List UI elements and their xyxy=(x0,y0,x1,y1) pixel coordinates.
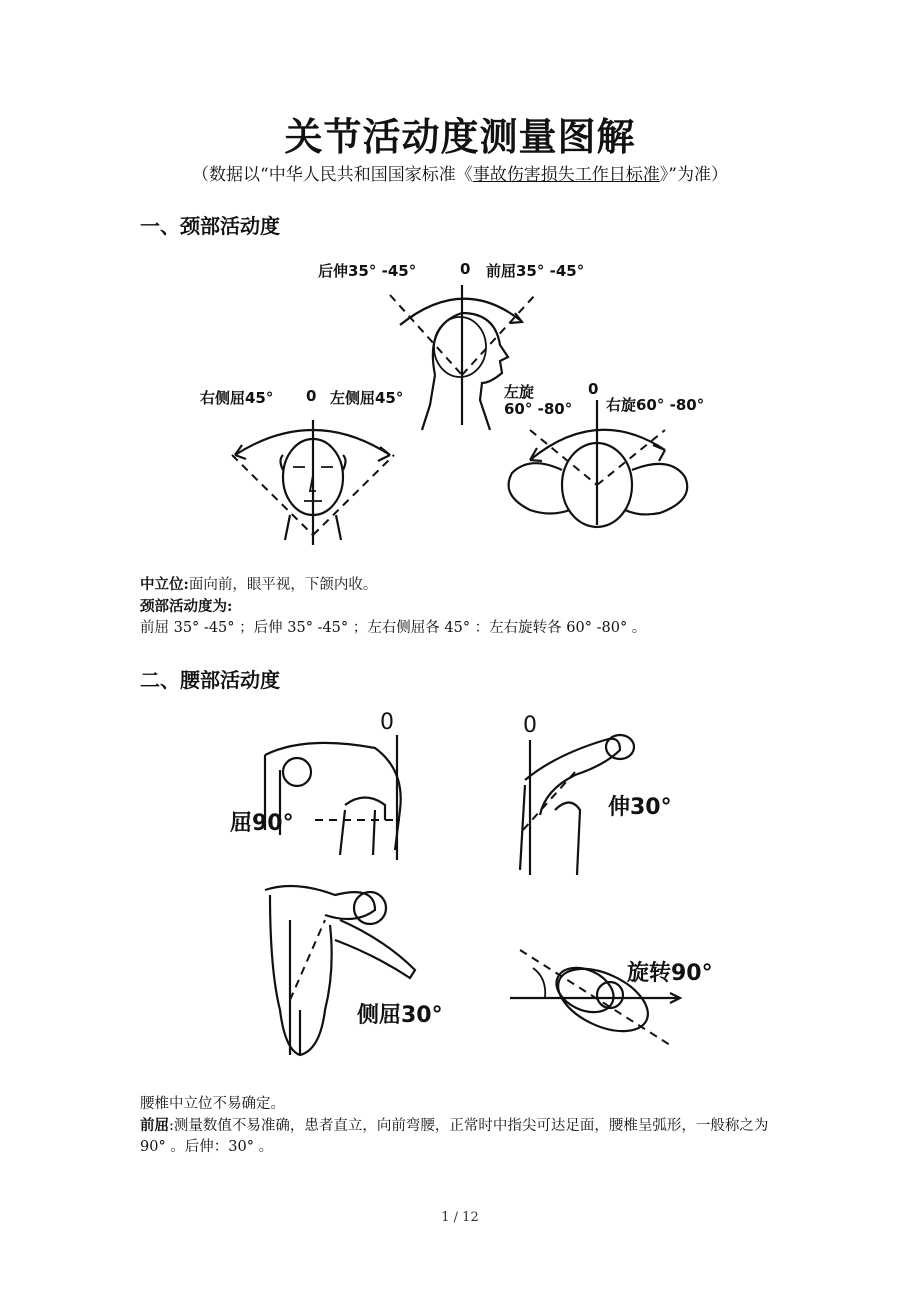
neck-frontal-head-illustration xyxy=(232,420,394,545)
neck-extension-label: 后伸35° -45° xyxy=(318,262,417,280)
lumbar-extension-illustration xyxy=(520,735,634,875)
lumbar-flexion-text: :测量数值不易准确，患者直立，向前弯腰，正常时中指尖可达足面，腰椎呈弧形，一般称之为 90° 。后伸：30° 。 xyxy=(140,1118,769,1155)
page-title: 关节活动度测量图解 xyxy=(284,114,636,159)
lumbar-lateral-flexion-illustration xyxy=(265,886,415,1055)
neck-neutral-position xyxy=(140,574,790,596)
neck-rom-figure xyxy=(190,255,750,555)
section-heading-lumbar: 二、腰部活动度 xyxy=(140,668,280,692)
neck-range-text: 前屈 35° -45° ；后伸 35° -45° ；左右侧屈各 45° ：左右旋转各 60° -80° 。 xyxy=(140,620,647,636)
neck-left-rot-label-2: 60° -80° xyxy=(504,400,573,418)
neck-zero-label: 0 xyxy=(460,260,471,278)
section-heading-neck: 一、颈部活动度 xyxy=(140,214,280,238)
lumbar-flexion-illustration xyxy=(265,735,401,860)
lumbar-flexion-paragraph xyxy=(140,1115,790,1158)
lumbar-flex-zero-label: 0 xyxy=(380,710,394,735)
neck-range-heading: 颈部活动度为: xyxy=(140,598,233,615)
lumbar-ext-zero-label: 0 xyxy=(523,713,537,738)
neck-right-lateral-label: 右侧屈45° xyxy=(200,389,274,407)
page-subtitle xyxy=(0,160,920,185)
neck-right-rot-label: 右旋60° -80° xyxy=(606,396,705,414)
lumbar-rotation-label: 旋转90° xyxy=(627,961,713,986)
neck-left-rot-label-1: 左旋 xyxy=(504,383,535,401)
neck-flexion-label: 前屈35° -45° xyxy=(486,262,585,280)
lumbar-rotation-illustration xyxy=(510,950,680,1045)
lumbar-rom-figure xyxy=(225,710,725,1070)
neck-drawings xyxy=(190,255,750,555)
lumbar-lateral-label: 侧屈30° xyxy=(357,1003,443,1028)
neck-top-view-illustration xyxy=(509,400,688,527)
lumbar-neutral-text: 腰椎中立位不易确定。 xyxy=(140,1096,285,1112)
lumbar-flex-label: 屈90° xyxy=(230,811,294,836)
lumbar-drawings xyxy=(225,710,725,1070)
neck-lateral-zero-label: 0 xyxy=(306,387,317,405)
neck-left-lateral-label: 左侧屈45° xyxy=(330,389,404,407)
neck-rot-zero-label: 0 xyxy=(588,380,599,398)
neck-neutral-text: 面向前，眼平视，下颌内收。 xyxy=(188,577,378,593)
subtitle-suffix: 》”为准） xyxy=(659,165,728,185)
subtitle-prefix: （数据以“中华人民共和国国家标准《 xyxy=(192,165,473,185)
neck-profile-head-illustration xyxy=(390,285,535,430)
page-number: 1 / 12 xyxy=(441,1210,479,1225)
subtitle-standard-link: 事故伤害损失工作日标准 xyxy=(472,165,660,185)
lumbar-ext-label: 伸30° xyxy=(608,795,672,820)
neck-neutral-label: 中立位: xyxy=(140,576,189,593)
lumbar-flexion-label: 前屈 xyxy=(140,1117,169,1134)
